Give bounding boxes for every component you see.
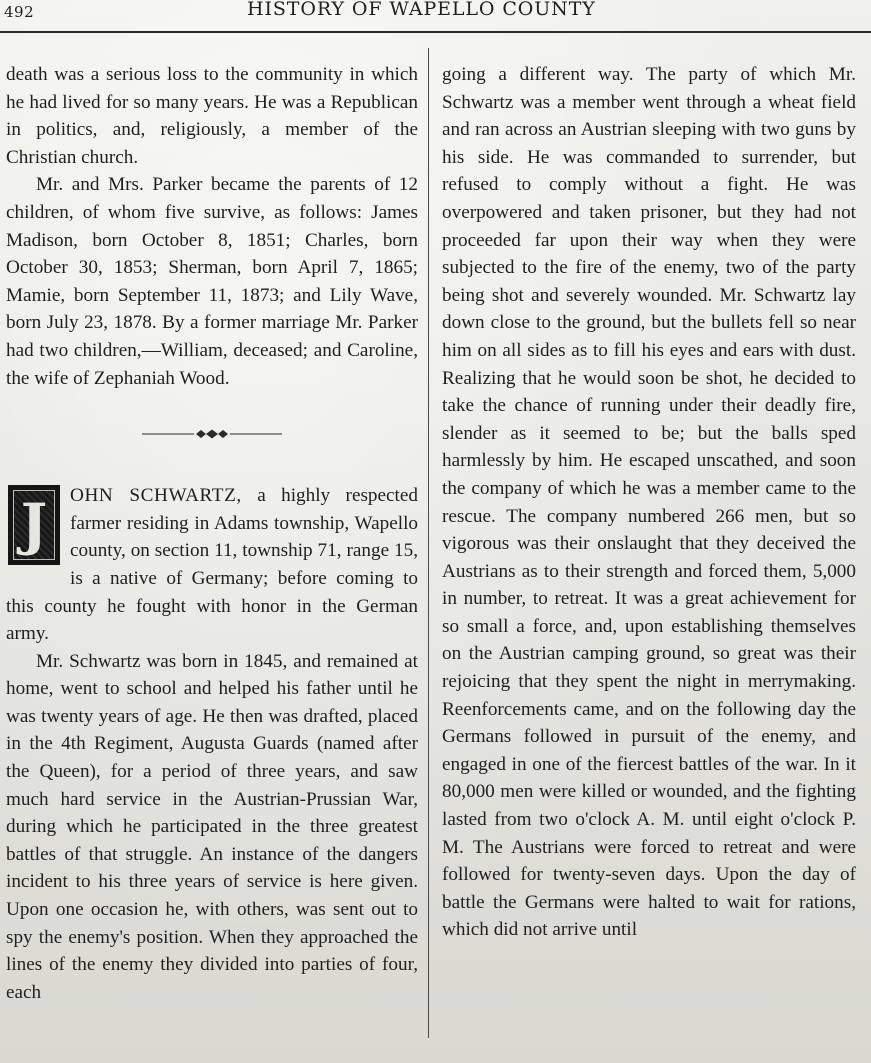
biography-intro — [6, 482, 418, 648]
section-ornament — [142, 428, 282, 440]
column-divider — [428, 48, 429, 1038]
running-head: HISTORY OF WAPELLO COUNTY — [247, 0, 596, 20]
page-number: 492 — [4, 3, 35, 21]
page-header — [0, 0, 871, 30]
dropcap-letter: J — [20, 492, 48, 559]
paragraph-battle-account: going a different way. The party of which Mr. Schwartz was a member went through a wheat field and ran across an Austrian sleeping with two guns by his side. He was commanded to surrender, but refused to comply without a fight. He was overpowered and taken prisoner, but they had not proceeded far upon their way when they were subjected to the fire of the enemy, two of the party being shot and severely wounded. Mr. Schwartz lay down close to the ground, but the bullets fell so near him on all sides as to fill his eyes and ears with dust. Realizing that he would soon be shot, he decided to take the chance of running under their deadly fire, slender as it seemed to be; but the balls sped harmlessly by him. He escaped unscathed, and soon the company of which he was a member came to the rescue. The company numbered 266 men, but so vigorous was their onslaught that they deceived the Austrians as to their strength and forced them, 5,000 in number, to retreat. It was a great achievement for so small a force, and, upon establishing themselves on the Austrian camping ground, so great was their rejoicing that they spent the night in merrymaking. Reenforcements came, and on the following day the Germans followed in pursuit of the enemy, and engaged in one of the fiercest battles of the war. In it 80,000 men were killed or wounded, and the fighting lasted from two o'clock A. M. until eight o'clock P. M. The Austrians were forced to retreat and were followed for twenty-seven days. Upon the day of battle the Germans were halted to wait for rations, which did not arrive until — [442, 64, 856, 941]
paragraph-parker-children: Mr. and Mrs. Parker became the parents of 12 children, of whom five survive, as follows: James Madison, born October 8, 1851; Charles, born October 30, 1853; Sherman, born April 7, 1865; Mamie, born September 11, 1873; and Lily Wave, born July 23, 1878. By a former marriage Mr. Parker had two children,—William, deceased; and Caroline, the wife of Zephaniah Wood. — [6, 174, 418, 389]
paragraph-continued: death was a serious loss to the community in which he had lived for so many years. He was a Republican in politics, and, religiously, a member of the Christian church. — [6, 64, 418, 168]
paragraph-schwartz-service: Mr. Schwartz was born in 1845, and remained at home, went to school and helped his father until he was twenty years of age. He then was drafted, placed in the 4th Regiment, Augusta Guards (named after the Queen), for a period of three years, and saw much hard service in the Austrian-Prussian War, during which he participated in the three greatest battles of that struggle. An instance of the dangers incident to his three years of service is here given. Upon one occasion he, with others, was sent out to spy the enemy's position. When they approached the lines of the enemy they divided into parties of four, each — [6, 650, 418, 1003]
decorative-dropcap — [8, 485, 60, 565]
biography-intro-text: a highly respected farmer residing in Adams township, Wapello county, on section 11, township 71, range 15, is a native of Germany; before coming to this county he fought with honor in the German army. — [6, 485, 418, 645]
biography-heading: OHN SCHWARTZ, — [70, 485, 242, 507]
header-rule — [0, 31, 871, 33]
left-column — [6, 61, 418, 1006]
right-column — [442, 61, 856, 944]
